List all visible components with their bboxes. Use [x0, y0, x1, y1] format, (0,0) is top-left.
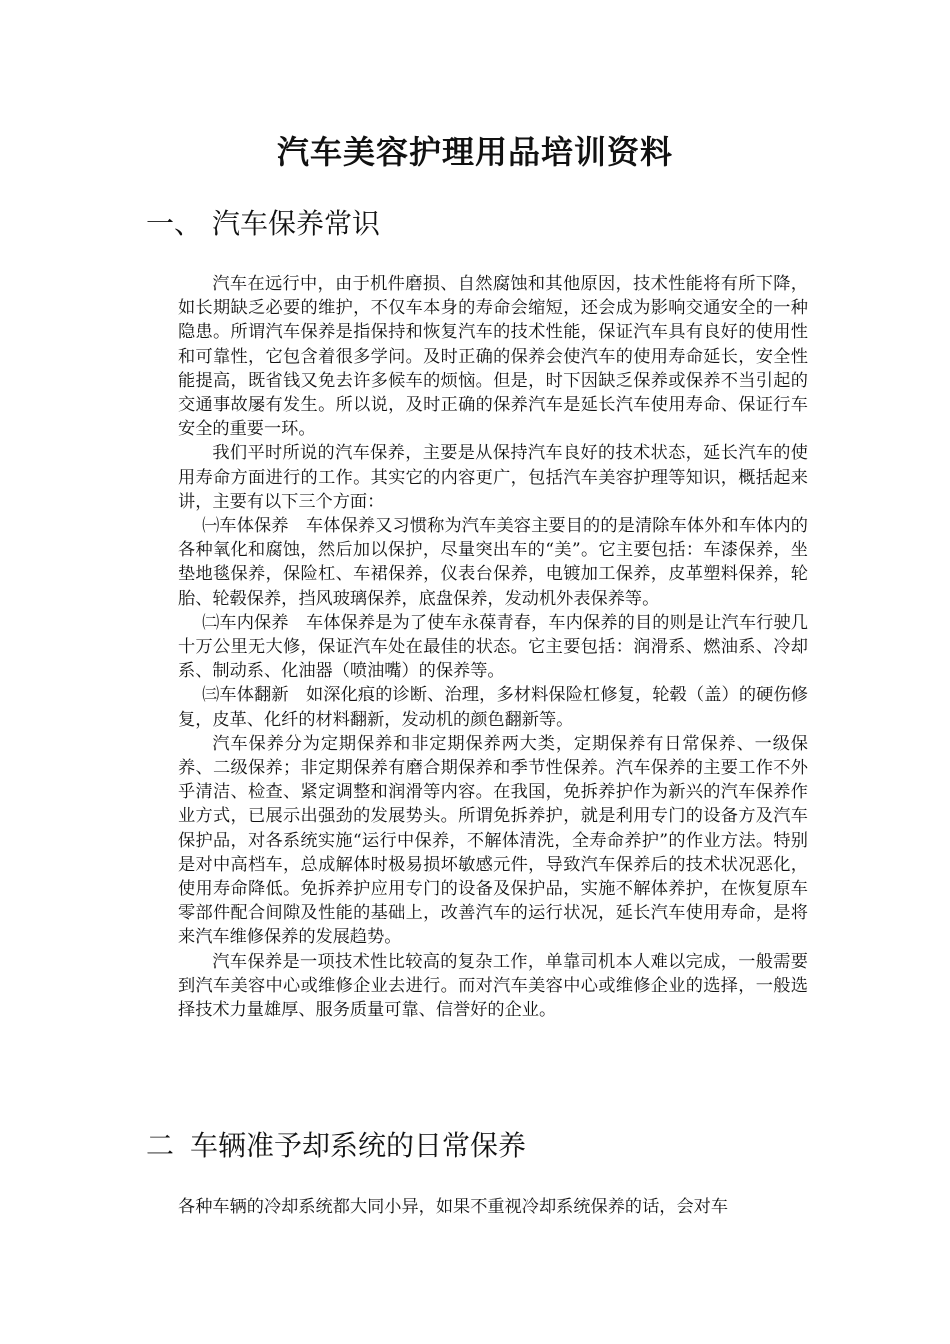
section-heading-1 [146, 206, 380, 242]
paragraph: 我们平时所说的汽车保养，主要是从保持汽车良好的技术状态，延长汽车的使用寿命方面进行的工作。其实它的内容更广，包括汽车美容护理等知识，概括起来讲，主要有以下三个方面： [178, 443, 808, 512]
list-item-paragraph: ㈢车体翻新 如深化痕的诊断、治理，多材料保险杠修复，轮毂（盖）的硬伤修复，皮革、化纤的材料翻新，发动机的颜色翻新等。 [178, 685, 808, 730]
section-number-2: 二 [146, 1129, 175, 1162]
paragraph: 汽车保养是一项技术性比较高的复杂工作，单靠司机本人难以完成，一般需要到汽车美容中心或维修企业去进行。而对汽车美容中心或维修企业的选择，一般选择技术力量雄厚、服务质量可靠、信誉好的企业。 [178, 951, 808, 1021]
section-body-2 [178, 1195, 808, 1219]
section-title-2: 车辆准予却系统的日常保养 [190, 1129, 527, 1162]
section-body-1 [178, 272, 808, 1022]
list-item-paragraph: ㈠车体保养 车体保养又习惯称为汽车美容主要目的的是清除车体外和车体内的各种氧化和腐蚀，然后加以保护，尽量突出车的“美”。它主要包括：车漆保养，坐垫地毯保养，保险杠、车裙保养，仪表台保养，电镀加工保养，皮革塑料保养，轮胎、轮毂保养，挡风玻璃保养，底盘保养，发动机外表保养等。 [178, 516, 808, 609]
paragraph: 各种车辆的冷却系统都大同小异，如果不重视冷却系统保养的话，会对车 [178, 1197, 729, 1217]
section-heading-2 [146, 1128, 526, 1164]
section-title-1: 汽车保养常识 [212, 207, 381, 240]
paragraph: 汽车保养分为定期保养和非定期保养两大类，定期保养有日常保养、一级保养、二级保养；非定期保养有磨合期保养和季节性保养。汽车保养的主要工作不外乎清洁、检查、紧定调整和润滑等内容。在我国，免拆养护作为新兴的汽车保养作业方式，已展示出强劲的发展势头。所谓免拆养护，就是利用专门的设备方及汽车保护品，对各系统实施“运行中保养，不解体清洗，全寿命养护”的作业方法。特别是对中高档车，总成解体时极易损坏敏感元件，导致汽车保养后的技术状况恶化，使用寿命降低。免拆养护应用专门的设备及保护品，实施不解体养护，在恢复原车零部件配合间隙及性能的基础上，改善汽车的运行状况，延长汽车使用寿命，是将来汽车维修保养的发展趋势。 [178, 733, 808, 948]
list-item-paragraph: ㈡车内保养 车体保养是为了使车永葆青春，车内保养的目的则是让汽车行驶几十万公里无大修，保证汽车处在最佳的状态。它主要包括：润滑系、燃油系、冷却系、制动系、化油器（喷油嘴）的保养等。 [178, 612, 808, 682]
document-title: 汽车美容护理用品培训资料 [276, 133, 673, 171]
paragraph: 汽车在远行中，由于机件磨损、自然腐蚀和其他原因，技术性能将有所下降，如长期缺乏必要的维护，不仅车本身的寿命会缩短，还会成为影响交通安全的一种隐患。所谓汽车保养是指保持和恢复汽车的技术性能，保证汽车具有良好的使用性和可靠性，它包含着很多学问。及时正确的保养会使汽车的使用寿命延长，安全性能提高，既省钱又免去许多候车的烦恼。但是，时下因缺乏保养或保养不当引起的交通事故屡有发生。所以说，及时正确的保养汽车是延长汽车使用寿命、保证行车安全的重要一环。 [178, 274, 808, 440]
section-number-1: 一、 [146, 207, 203, 240]
